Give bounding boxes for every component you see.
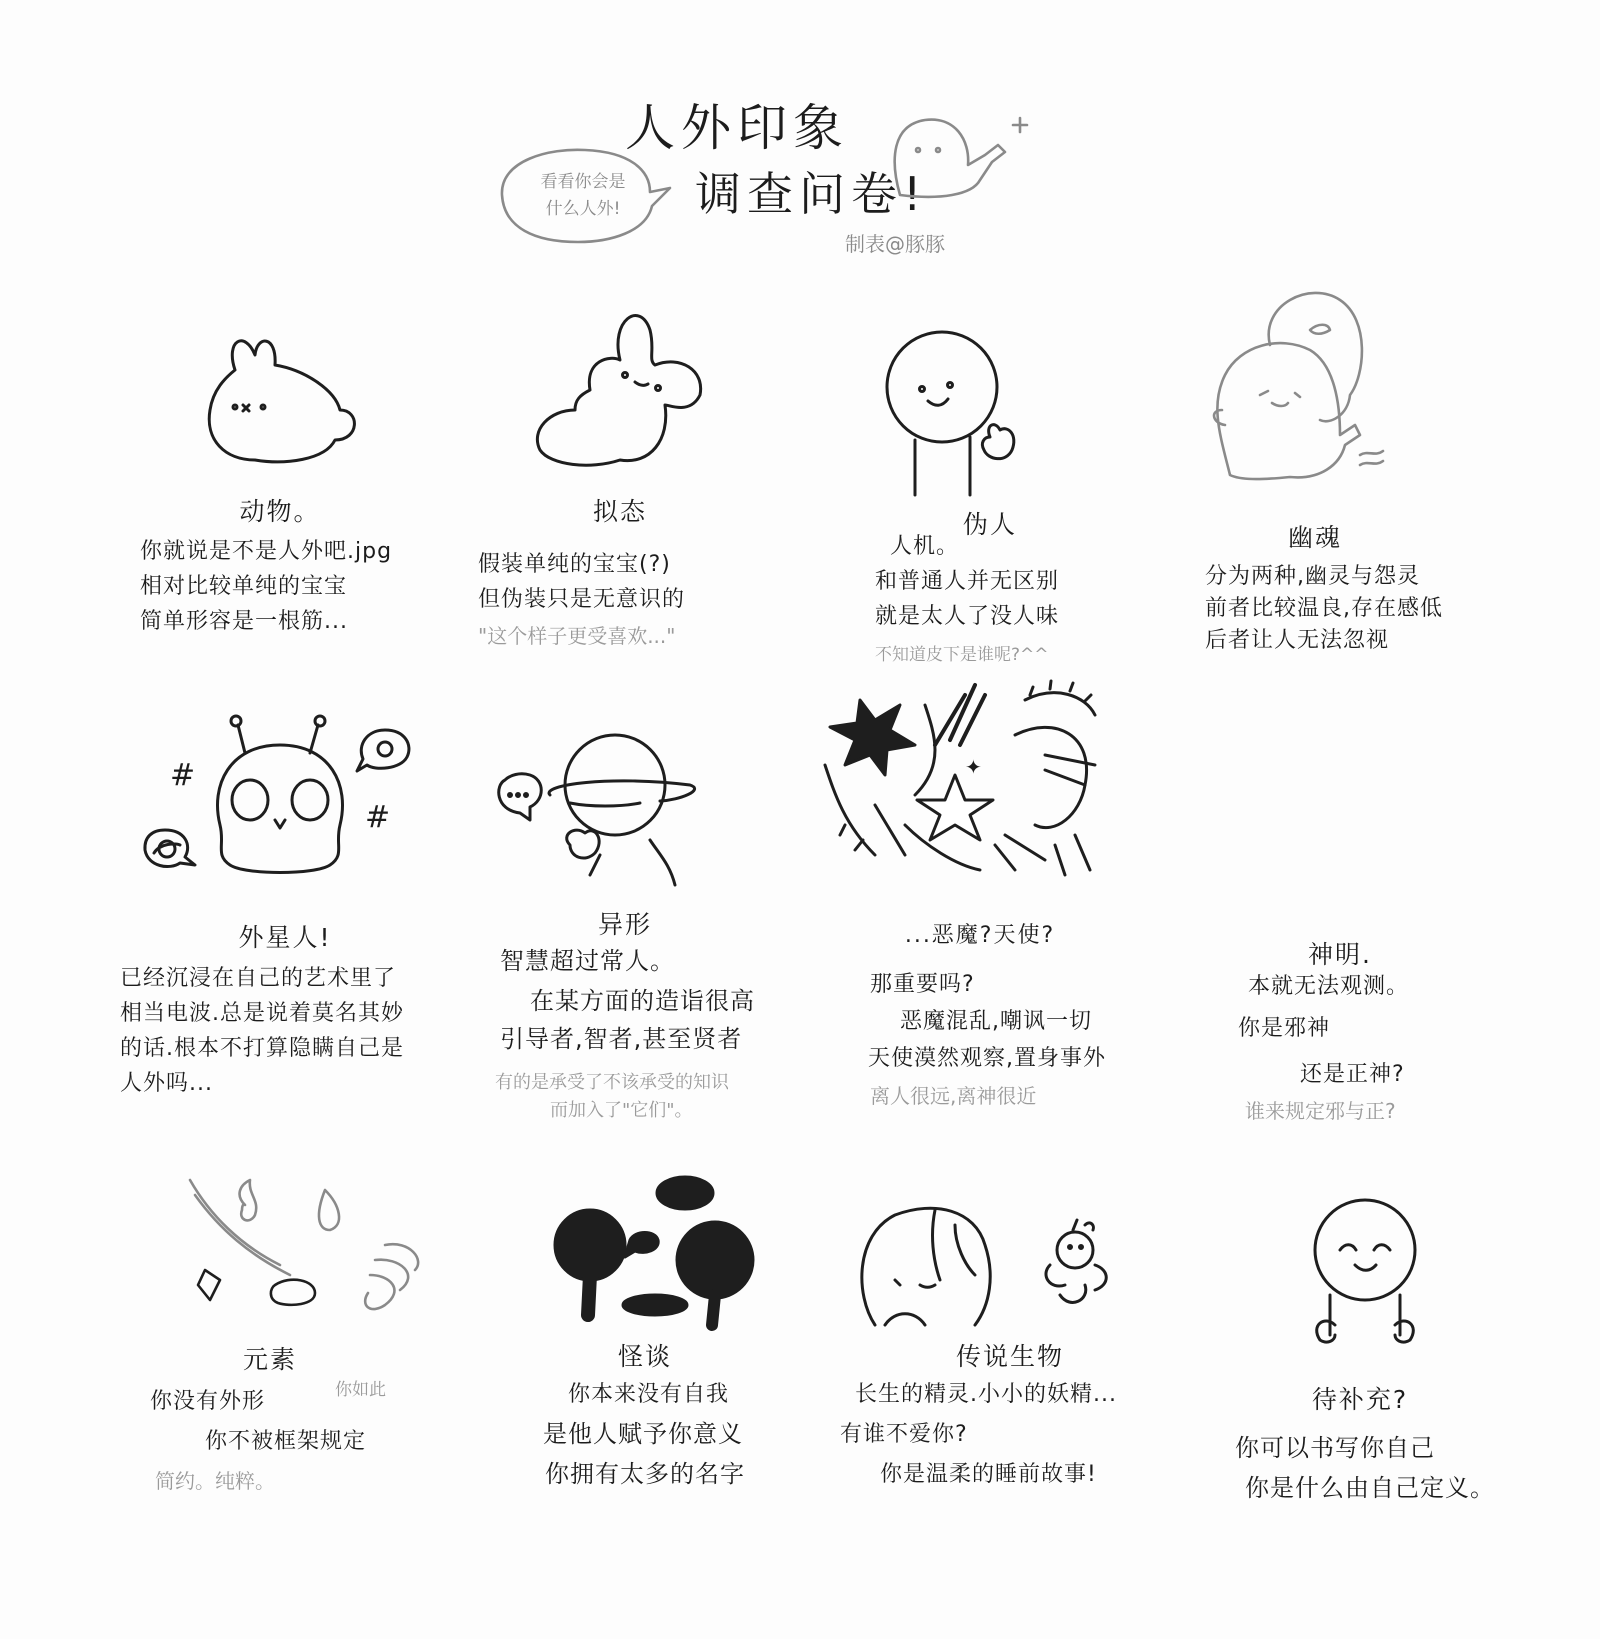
rabbit-icon — [195, 330, 375, 480]
cell-title-legendary-creature: 传说生物 — [955, 1342, 1064, 1371]
cell-desc-animal-1: 你就说是不是人外吧.jpg — [140, 539, 393, 564]
cell-desc-urban-legend-2: 是他人赋予你意义 — [543, 1420, 743, 1448]
cell-note-mimic: "这个样子更受喜欢..." — [478, 624, 676, 648]
page-title: 人外印象 — [625, 99, 849, 157]
sparkle-doodle: ✦ — [965, 755, 982, 779]
flower-bubble-icon — [355, 725, 415, 775]
cell-aside-element: 你如此 — [335, 1380, 386, 1400]
ghost-pair-icon — [1200, 285, 1410, 495]
cell-desc-deity-2: 你是邪神 — [1238, 1016, 1331, 1041]
cell-title-to-be-added: 待补充? — [1311, 1385, 1409, 1414]
fake-human-icon — [880, 325, 1040, 505]
cell-desc-fake-human-1: 人机。 — [890, 534, 960, 559]
cell-desc-element-2: 你不被框架规定 — [205, 1429, 367, 1454]
cell-desc-urban-legend-1: 你本来没有自我 — [568, 1382, 730, 1407]
credit-text: 制表@豚豚 — [845, 232, 945, 256]
cell-desc-aberration-3: 引导者,智者,甚至贤者 — [500, 1025, 743, 1053]
cell-desc-alien-4: 人外吗... — [120, 1071, 213, 1096]
cell-desc-alien-1: 已经沉浸在自己的艺术里了 — [120, 966, 397, 991]
cell-desc-devil-angel-3: 天使漠然观察,置身事外 — [868, 1046, 1106, 1071]
cell-desc-alien-2: 相当电波.总是说着莫名其妙 — [120, 1001, 404, 1026]
page-subtitle: 调查问卷! — [695, 167, 928, 221]
smiling-person-icon — [1290, 1195, 1440, 1355]
cell-desc-devil-angel-2: 恶魔混乱,嘲讽一切 — [900, 1009, 1092, 1034]
cell-desc-alien-3: 的话.根本不打算隐瞒自己是 — [120, 1036, 404, 1061]
cell-desc-animal-3: 简单形容是一根筋... — [140, 609, 348, 634]
cell-desc-mimic-1: 假装单纯的宝宝(?) — [478, 552, 671, 577]
cell-desc-deity-1: 本就无法观测。 — [1248, 974, 1410, 999]
cell-title-urban-legend: 怪谈 — [617, 1342, 672, 1371]
hash-doodle: # — [170, 758, 196, 793]
speech-bubble-line1: 看看你会是 — [540, 172, 626, 192]
cell-title-fake-human: 伪人 — [962, 510, 1017, 539]
cell-note-element: 简约。纯粹。 — [155, 1469, 275, 1493]
planet-bubble-icon — [140, 825, 200, 875]
cell-title-animal: 动物。 — [239, 497, 321, 526]
cell-desc-legendary-creature-2: 有谁不爱你? — [840, 1422, 968, 1447]
cell-note-devil-angel: 离人很远,离神很近 — [870, 1084, 1037, 1108]
devil-angel-battle-icon — [815, 675, 1145, 885]
alien-icon — [200, 715, 370, 890]
cell-title-deity: 神明. — [1308, 940, 1372, 969]
shadow-figures-icon — [540, 1175, 770, 1335]
cell-desc-urban-legend-3: 你拥有太多的名字 — [545, 1460, 745, 1488]
cell-note-fake-human: 不知道皮下是谁呢?^^ — [875, 645, 1049, 665]
mimic-blob-icon — [530, 300, 740, 485]
cell-note-deity: 谁来规定邪与正? — [1245, 1099, 1396, 1123]
cell-title-aberration: 异形 — [597, 910, 652, 939]
cell-title-element: 元素 — [242, 1345, 297, 1374]
cell-desc-ghost-2: 前者比较温良,存在感低 — [1205, 596, 1443, 621]
hash-doodle-2: # — [365, 800, 391, 835]
cell-desc-animal-2: 相对比较单纯的宝宝 — [140, 574, 348, 599]
pointing-ghost-icon — [880, 100, 1040, 210]
cell-desc-legendary-creature-3: 你是温柔的睡前故事! — [880, 1462, 1097, 1487]
cell-desc-fake-human-2: 和普通人并无区别 — [875, 569, 1060, 594]
cell-note-aberration-2: 而加入了"它们"。 — [550, 1100, 693, 1121]
cell-desc-to-be-added-2: 你是什么由自己定义。 — [1245, 1474, 1495, 1502]
cell-desc-to-be-added-1: 你可以书写你自己 — [1235, 1434, 1435, 1462]
cell-desc-legendary-creature-1: 长生的精灵.小小的妖精... — [855, 1382, 1117, 1407]
cell-desc-deity-3: 还是正神? — [1300, 1062, 1405, 1087]
cell-desc-fake-human-3: 就是太人了没人味 — [875, 604, 1060, 629]
cell-title-mimic: 拟态 — [592, 497, 647, 526]
elf-and-fairy-icon — [845, 1185, 1125, 1335]
cell-title-alien: 外星人! — [238, 923, 332, 952]
cell-desc-devil-angel-1: 那重要吗? — [870, 972, 975, 997]
speech-bubble-line2: 什么人外! — [545, 199, 621, 219]
cell-desc-element-1: 你没有外形 — [150, 1389, 266, 1414]
cell-desc-aberration-2: 在某方面的造诣很高 — [530, 987, 755, 1015]
cell-title-devil-angel: ...恶魔?天使? — [904, 923, 1056, 948]
cell-desc-ghost-1: 分为两种,幽灵与怨灵 — [1205, 564, 1420, 589]
cell-desc-ghost-3: 后者让人无法忽视 — [1205, 628, 1390, 653]
element-wind-flame-icon — [180, 1175, 450, 1325]
cell-desc-aberration-1: 智慧超过常人。 — [500, 947, 675, 975]
speech-bubble-icon — [490, 140, 680, 250]
cell-note-aberration-1: 有的是承受了不该承受的知识 — [495, 1072, 729, 1093]
cell-title-ghost: 幽魂 — [1287, 523, 1342, 552]
planet-head-icon — [490, 725, 720, 895]
cell-desc-mimic-2: 但伪装只是无意识的 — [478, 587, 686, 612]
